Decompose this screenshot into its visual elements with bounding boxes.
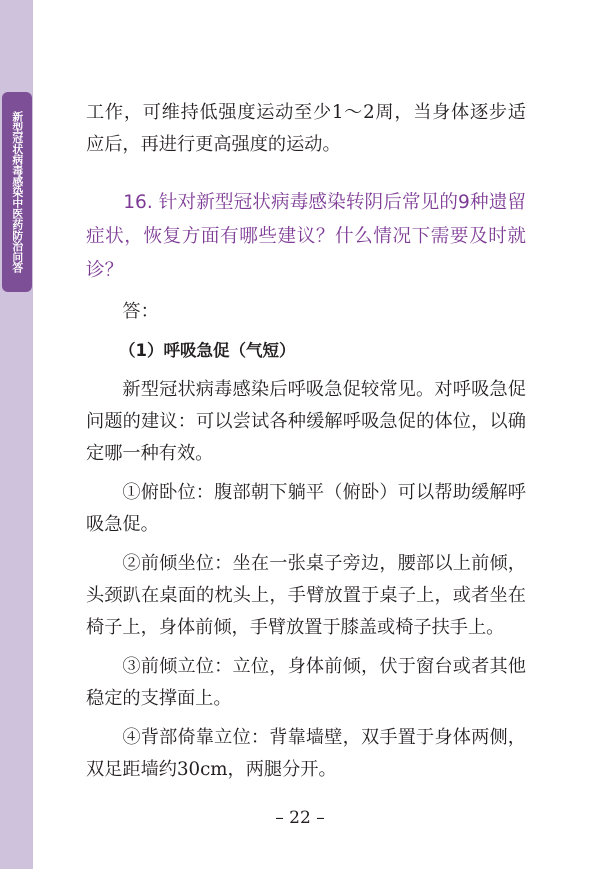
page-content [86,97,526,786]
list-item: ①俯卧位：腹部朝下躺平（俯卧）可以帮助缓解呼吸急促。 [86,482,526,535]
list-item: ②前倾坐位：坐在一张桌子旁边，腰部以上前倾，头颈趴在桌面的枕头上，手臂放置于桌子上，或者坐在椅子上，身体前倾，手臂放置于膝盖或椅子扶手上。 [86,553,526,638]
paragraph-intro: 新型冠状病毒感染后呼吸急促较常见。对呼吸急促问题的建议：可以尝试各种缓解呼吸急促的体位，以确定哪一种有效。 [86,379,526,464]
list-item: ③前倾立位：立位，身体前倾，伏于窗台或者其他稳定的支撑面上。 [86,656,526,709]
list-item: ④背部倚靠立位：背靠墙壁，双手置于身体两侧，双足距墙约30cm，两腿分开。 [86,727,526,780]
side-tab-title-text: 新型冠状病毒感染中医药防治问答 [11,111,25,273]
page-number: – 22 – [275,808,325,828]
paragraph-continuation: 工作，可维持低强度运动至少1～2周，当身体逐步适应后，再进行更高强度的运动。 [86,102,526,155]
side-tab [0,0,33,869]
section-heading: （1）呼吸急促（气短） [119,341,296,360]
question-heading: 16. 针对新型冠状病毒感染转阴后常见的9种遗留症状，恢复方面有哪些建议？什么情况下需要及时就诊？ [86,192,526,281]
side-tab-title [2,92,32,292]
answer-label: 答： [122,301,159,322]
